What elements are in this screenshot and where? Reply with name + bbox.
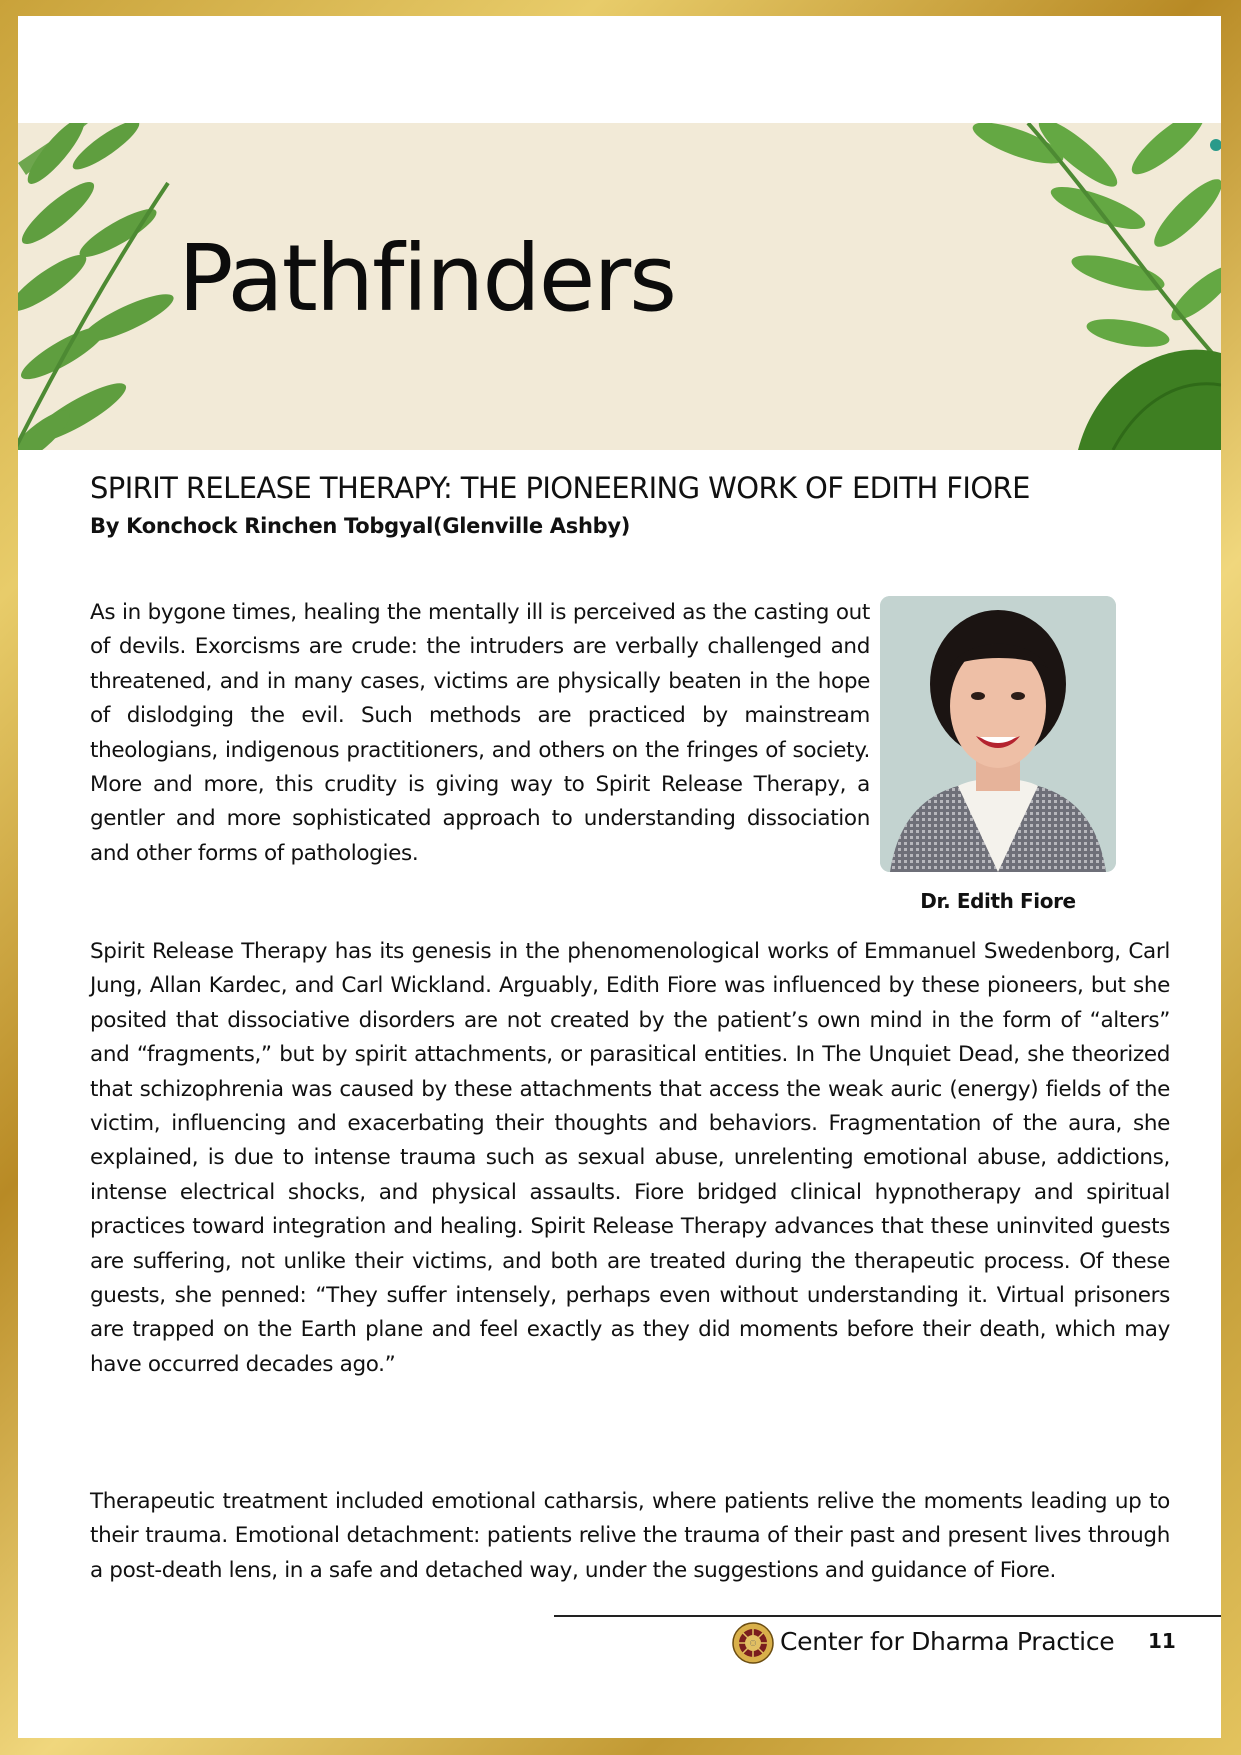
author-photo	[880, 596, 1116, 872]
section-title: Pathfinders	[178, 225, 676, 332]
article-paragraph: Spirit Release Therapy has its genesis in the phenomenological works of Emmanuel Swedenborg, Carl Jung, Allan Kardec, and Carl Wickland. Arguably, Edith Fiore was influenced by these pioneers, but she posited that dissociative disorders are not created by the patient’s own mind in the form of “alters” and “fragments,” but by spirit attachments, or parasitical entities. In The Unquiet Dead, she theorized that schizophrenia was caused by these attachments that access the weak auric (energy) fields of the victim, influencing and exacerbating their thoughts and behaviors. Fragmentation of the aura, she explained, is due to intense trauma such as sexual abuse, unrelenting emotional abuse, addictions, intense electrical shocks, and physical assaults. Fiore bridged clinical hypnotherapy and spiritual practices toward integration and healing. Spirit Release Therapy advances that these uninvited guests are suffering, not unlike their victims, and both are treated during the therapeutic process. Of these guests, she penned: “They suffer intensely, perhaps even without understanding it. Virtual prisoners are trapped on the Earth plane and feel exactly as they did moments before their death, which may have occurred decades ago.”	[90, 939, 1170, 1377]
footer-organization: Center for Dharma Practice	[780, 1627, 1115, 1656]
article-paragraph: As in bygone times, healing the mentally ill is perceived as the casting out of devils. Exorcisms are crude: the intruders are verbally challenged and threatened, and in many cases, victims are physically beaten in the hope of dislodging the evil. Such methods are practiced by mainstream theologians, indigenous practitioners, and others on the fringes of society. More and more, this crudity is giving way to Spirit Release Therapy, a gentler and more sophisticated approach to understanding dissociation and other forms of pathologies.	[90, 600, 870, 866]
footer-divider	[554, 1615, 1221, 1617]
article-title: SPIRIT RELEASE THERAPY: THE PIONEERING WORK OF EDITH FIORE	[90, 471, 1030, 505]
section-banner	[18, 123, 1221, 450]
magazine-page	[18, 16, 1221, 1738]
photo-caption: Dr. Edith Fiore	[920, 889, 1076, 913]
article-byline: By Konchock Rinchen Tobgyal(Glenville Ashby)	[90, 514, 631, 538]
dharma-wheel-logo-icon	[732, 1622, 774, 1664]
portrait-image	[880, 596, 1116, 872]
page-number: 11	[1148, 1629, 1176, 1653]
article-paragraph: Therapeutic treatment included emotional catharsis, where patients relive the moments leading up to their trauma. Emotional detachment: patients relive the trauma of their past and present lives through a post-death lens, in a safe and detached way, under the suggestions and guidance of Fiore.	[90, 1489, 1170, 1583]
